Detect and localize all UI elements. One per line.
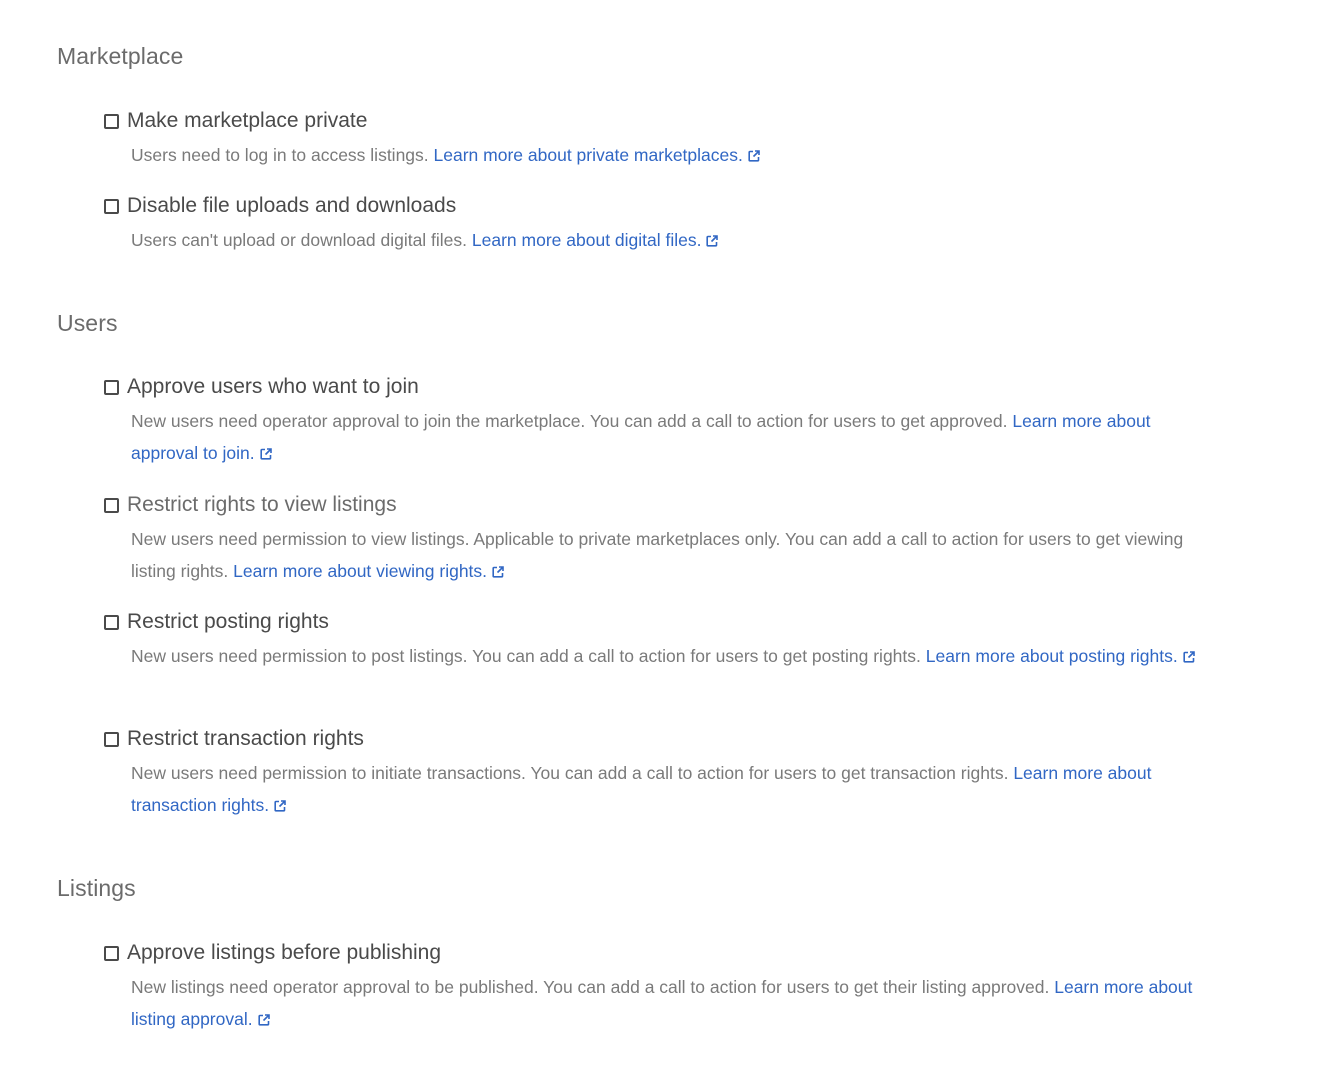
external-link-icon	[492, 566, 504, 578]
option-restrict-view	[104, 491, 1224, 587]
approve-users-checkbox[interactable]	[104, 380, 119, 395]
option-description	[131, 523, 1216, 587]
description-text: Users can't upload or download digital files.	[131, 230, 468, 250]
private-marketplace-label[interactable]: Make marketplace private	[127, 109, 368, 132]
option-row[interactable]	[104, 192, 1224, 220]
approve-listings-label[interactable]: Approve listings before publishing	[127, 941, 442, 964]
restrict-transaction-checkbox[interactable]	[104, 732, 119, 747]
learn-more-transaction-rights-link[interactable]: Learn more about transaction rights.	[131, 763, 1152, 815]
learn-more-private-marketplaces-link[interactable]: Learn more about private marketplaces.	[434, 145, 760, 165]
option-row[interactable]	[104, 373, 1224, 401]
approve-listings-checkbox[interactable]	[104, 946, 119, 961]
option-row[interactable]	[104, 939, 1224, 967]
learn-more-viewing-rights-link[interactable]: Learn more about viewing rights.	[233, 561, 504, 581]
learn-more-approval-to-join-link[interactable]: Learn more about approval to join.	[131, 411, 1151, 463]
private-marketplace-checkbox[interactable]	[104, 114, 119, 129]
option-restrict-posting	[104, 608, 1224, 672]
option-description	[131, 757, 1216, 821]
external-link-icon	[260, 448, 272, 460]
option-row[interactable]	[104, 491, 1224, 519]
restrict-posting-label[interactable]: Restrict posting rights	[127, 610, 329, 633]
learn-more-digital-files-link[interactable]: Learn more about digital files.	[472, 230, 719, 250]
description-text: New users need permission to post listings. You can add a call to action for users to get posting rights.	[131, 646, 921, 666]
option-restrict-transaction	[104, 725, 1224, 821]
section-title-users: Users	[57, 310, 118, 336]
restrict-transaction-label[interactable]: Restrict transaction rights	[127, 727, 364, 750]
option-description	[131, 224, 1216, 256]
option-row[interactable]	[104, 107, 1224, 135]
disable-files-label[interactable]: Disable file uploads and downloads	[127, 194, 457, 217]
approve-users-label[interactable]: Approve users who want to join	[127, 375, 419, 398]
option-row[interactable]	[104, 725, 1224, 753]
option-description	[131, 139, 1216, 171]
description-text: Users need to log in to access listings.	[131, 145, 429, 165]
description-text: New listings need operator approval to be published. You can add a call to action for users to get their listing approved.	[131, 977, 1050, 997]
learn-more-listing-approval-link[interactable]: Learn more about listing approval.	[131, 977, 1193, 1029]
section-title-listings: Listings	[57, 875, 136, 901]
restrict-view-checkbox[interactable]	[104, 498, 119, 513]
description-text: New users need permission to initiate transactions. You can add a call to action for users to get transaction rights.	[131, 763, 1009, 783]
learn-more-posting-rights-link[interactable]: Learn more about posting rights.	[926, 646, 1195, 666]
option-description	[131, 405, 1216, 469]
external-link-icon	[706, 235, 718, 247]
external-link-icon	[1183, 651, 1195, 663]
option-description	[131, 640, 1216, 672]
option-approve-listings	[104, 939, 1224, 1035]
external-link-icon	[748, 150, 760, 162]
option-description	[131, 971, 1216, 1035]
description-text: New users need operator approval to join the marketplace. You can add a call to action for users to get approved.	[131, 411, 1008, 431]
section-title-marketplace: Marketplace	[57, 43, 184, 69]
restrict-posting-checkbox[interactable]	[104, 615, 119, 630]
external-link-icon	[258, 1014, 270, 1026]
disable-files-checkbox[interactable]	[104, 199, 119, 214]
external-link-icon	[274, 800, 286, 812]
restrict-view-label[interactable]: Restrict rights to view listings	[127, 493, 397, 516]
option-private-marketplace	[104, 107, 1224, 171]
option-disable-files	[104, 192, 1224, 256]
option-approve-users	[104, 373, 1224, 469]
description-text: New users need permission to view listings. Applicable to private marketplaces only. You can add a call to action for users to get viewing listing rights.	[131, 529, 1184, 581]
option-row[interactable]	[104, 608, 1224, 636]
